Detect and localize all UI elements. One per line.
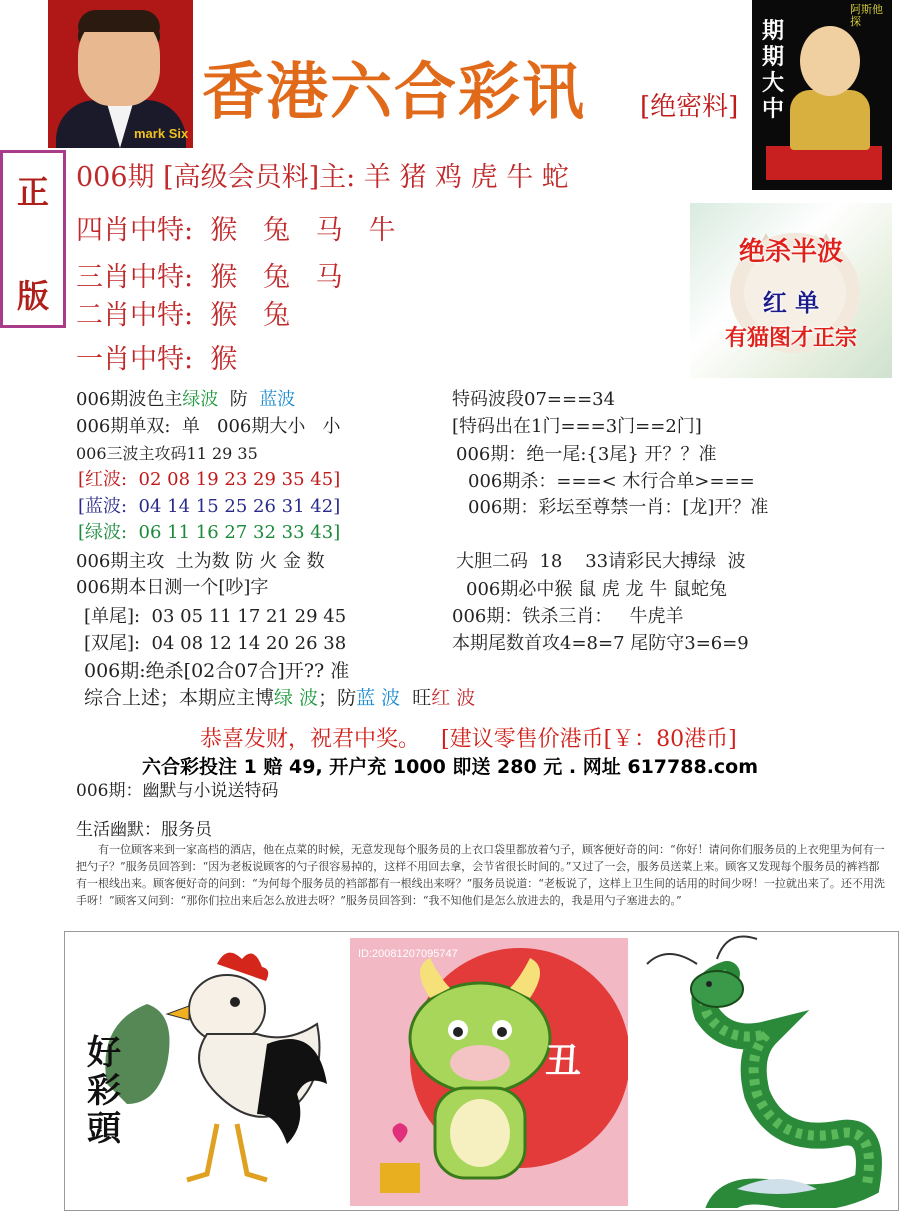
three-zodiac-line: 三肖中特: 猴 兔 马 bbox=[76, 262, 343, 293]
two-codes-line: 大胆二码 18 33请彩民大搏绿 波 bbox=[456, 551, 746, 572]
odd-even-line: 006期单双: 单 006期大小 小 bbox=[76, 416, 341, 437]
blue-wave-numbers: [蓝波: 04 14 15 25 26 31 42] bbox=[78, 496, 341, 517]
dragon-image bbox=[637, 934, 897, 1208]
cartoon-text: 期期大中 bbox=[762, 18, 785, 122]
green-wave-numbers: [绿波: 06 11 16 27 32 33 43] bbox=[78, 522, 341, 543]
double-tail-line: [双尾]: 04 08 12 14 20 26 38 bbox=[84, 633, 347, 654]
rooster-text: 好彩頭 bbox=[87, 1033, 121, 1149]
forbid-line: 006期：彩坛至尊禁一肖：[龙]开？准 bbox=[468, 497, 769, 518]
main-attack-line: 006期主攻 土为数 防 火 金 数 bbox=[76, 551, 325, 572]
four-zodiac-line: 四肖中特: 猴 兔 马 牛 bbox=[76, 215, 396, 246]
tail-attack-line: 本期尾数首攻4=8=7 尾防守3=6=9 bbox=[452, 633, 749, 654]
iron-kill-line: 006期：铁杀三肖： 牛虎羊 bbox=[452, 606, 684, 627]
cat-line-3: 有猫图才正宗 bbox=[724, 325, 857, 351]
ox-char: 丑 bbox=[545, 1040, 582, 1082]
authentic-stamp bbox=[0, 150, 66, 328]
page-subtitle: [绝密料] bbox=[640, 92, 739, 122]
zodiac-pictures bbox=[64, 931, 899, 1211]
single-tail-line: [单尾]: 03 05 11 17 21 29 45 bbox=[84, 606, 347, 627]
kill-combo-line: 006期杀：===< 木行合单>=== bbox=[468, 471, 755, 492]
portrait-logo: mark Six bbox=[134, 126, 189, 141]
rooster-image bbox=[67, 934, 341, 1208]
stamp-top: 正 bbox=[16, 173, 49, 211]
promo-banner: 六合彩投注 1 赔 49, 开户充 1000 即送 280 元 . 网址 617788.com bbox=[141, 756, 759, 778]
segment-line: 特码波段07===34 bbox=[452, 389, 616, 410]
humor-story: 有一位顾客来到一家高档的酒店，他在点菜的时候，无意发现每个服务员的上衣口袋里都放着勺子，顾客便好奇的问：“你好！请问你们服务员的上衣兜里为何有一把勺子？”服务员回答到：“因为老板说顾客的勺子很容易掉的，这样不用回去拿，会节省很长时间的。”又过了一会，服务员送菜上来。顾客又发现每个服务员的裤裆都有一根线出来。顾客便好奇的问到：“为何每个服务员的裆部都有一根线出来呀？”服务员说道：“老板说了，这样上卫生间的话用的时间少呀！一拉就出来了。还不用洗手呀！”顾客又问到：“那你们拉出来后怎么放进去呀？”服务员回答到：“我不知他们是怎么放进去的，我是用勺子塞进去的。” bbox=[76, 843, 885, 907]
three-wave-line: 006三波主攻码11 29 35 bbox=[76, 444, 258, 463]
ox-watermark: ID:20081207095747 bbox=[358, 948, 458, 960]
cartoon-image bbox=[752, 0, 892, 190]
page-title: 香港六合彩讯 bbox=[202, 55, 587, 128]
must-win-line: 006期必中猴 鼠 虎 龙 牛 鼠蛇兔 bbox=[466, 579, 727, 600]
cat-image-box bbox=[690, 203, 892, 378]
cat-line-1: 绝杀半波 bbox=[738, 237, 843, 267]
one-zodiac-line: 一肖中特: 猴 bbox=[76, 344, 238, 375]
humor-title: 生活幽默：服务员 bbox=[76, 820, 212, 840]
red-wave-numbers: [红波: 02 08 19 23 29 35 45] bbox=[78, 469, 341, 490]
members-line: 006期 [高级会员料]主: 羊 猪 鸡 虎 牛 蛇 bbox=[76, 162, 569, 193]
portrait-image bbox=[48, 0, 193, 148]
doors-line: [特码出在1门===3门==2门] bbox=[452, 416, 702, 437]
summary-line: 综合上述；本期应主博绿 波；防蓝 波 旺红 波 bbox=[84, 687, 476, 709]
ox-image bbox=[350, 938, 628, 1206]
humor-heading: 006期：幽默与小说送特码 bbox=[76, 781, 279, 801]
cat-line-2: 红 单 bbox=[762, 288, 820, 317]
wave-main-line: 006期波色主绿波 防 蓝波 bbox=[76, 389, 296, 410]
kill-line: 006期:绝杀[02合07合]开?? 准 bbox=[84, 660, 350, 682]
cartoon-hat-text: 阿斯他探 bbox=[850, 4, 883, 28]
tail-line: 006期：绝一尾:{3尾} 开？？准 bbox=[456, 444, 717, 465]
congrats-line: 恭喜发财，祝君中奖。 [建议零售价港币[￥：80港币] bbox=[200, 727, 737, 752]
stamp-bottom: 版 bbox=[16, 277, 49, 315]
daily-char-line: 006期本日测一个[吵]字 bbox=[76, 577, 269, 598]
two-zodiac-line: 二肖中特: 猴 兔 bbox=[76, 300, 291, 331]
